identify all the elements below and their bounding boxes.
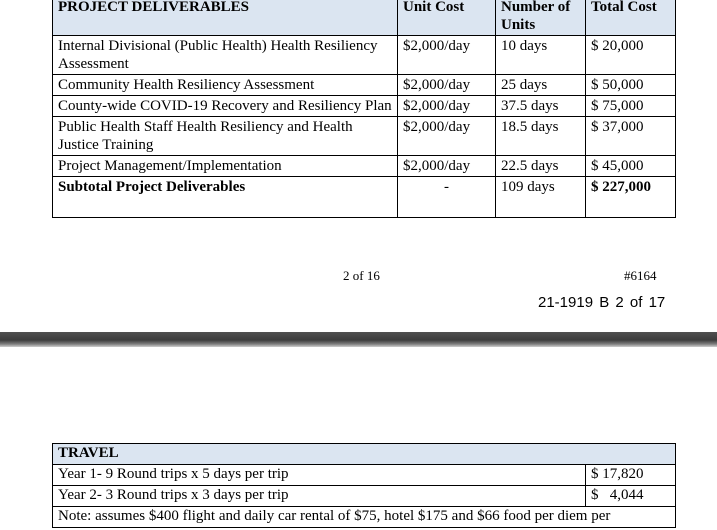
- header-total-cost: Total Cost: [586, 0, 676, 36]
- travel-item-amount: $ 4,044: [586, 486, 676, 507]
- total-cost: $ 50,000: [586, 75, 676, 96]
- total-cost: $ 37,000: [586, 117, 676, 156]
- number-of-units: 22.5 days: [496, 156, 586, 177]
- header-number-of-units: Number of Units: [496, 0, 586, 36]
- table-row: [53, 486, 676, 507]
- deliverables-table: [52, 0, 676, 218]
- table-row: [53, 36, 676, 75]
- deliverable-name: Community Health Resiliency Assessment: [53, 75, 398, 96]
- table-row: [53, 75, 676, 96]
- unit-cost: $2,000/day: [398, 75, 496, 96]
- total-cost: $ 75,000: [586, 96, 676, 117]
- unit-cost: $2,000/day: [398, 156, 496, 177]
- travel-note-row: [53, 507, 676, 528]
- travel-header-row: [53, 444, 676, 465]
- table-row: [53, 117, 676, 156]
- travel-item-label: Year 1- 9 Round trips x 5 days per trip: [53, 465, 586, 486]
- number-of-units: 10 days: [496, 36, 586, 75]
- header-unit-cost: Unit Cost: [398, 0, 496, 36]
- total-cost: $ 20,000: [586, 36, 676, 75]
- table-row: [53, 96, 676, 117]
- unit-cost: $2,000/day: [398, 36, 496, 75]
- table-row: [53, 156, 676, 177]
- page-number: 2 of 16: [343, 268, 380, 283]
- header-project-deliverables: PROJECT DELIVERABLES: [53, 0, 398, 36]
- document-page-2: [0, 347, 717, 530]
- deliverable-name: Project Management/Implementation: [53, 156, 398, 177]
- total-cost: $ 45,000: [586, 156, 676, 177]
- travel-note: Note: assumes $400 flight and daily car rental of $75, hotel $175 and $66 food per diem per: [53, 507, 676, 528]
- deliverable-name: Public Health Staff Health Resiliency and Health Justice Training: [53, 117, 398, 156]
- travel-item-amount: $ 17,820: [586, 465, 676, 486]
- deliverable-name: Internal Divisional (Public Health) Health Resiliency Assessment: [53, 36, 398, 75]
- agenda-stamp: 21-1919 B 2 of 17: [538, 294, 666, 311]
- travel-header: TRAVEL: [53, 444, 676, 465]
- subtotal-label: Subtotal Project Deliverables: [53, 177, 398, 218]
- travel-item-label: Year 2- 3 Round trips x 3 days per trip: [53, 486, 586, 507]
- table-row: [53, 465, 676, 486]
- deliverables-header-row: [53, 0, 676, 36]
- number-of-units: 37.5 days: [496, 96, 586, 117]
- document-id: #6164: [624, 268, 657, 283]
- unit-cost: $2,000/day: [398, 117, 496, 156]
- number-of-units: 25 days: [496, 75, 586, 96]
- page-separator: [0, 332, 717, 347]
- subtotal-unit-cost: -: [398, 177, 496, 218]
- deliverable-name: County-wide COVID-19 Recovery and Resiliency Plan: [53, 96, 398, 117]
- subtotal-units: 109 days: [496, 177, 586, 218]
- subtotal-total: $ 227,000: [586, 177, 676, 218]
- travel-table: [52, 443, 676, 528]
- unit-cost: $2,000/day: [398, 96, 496, 117]
- number-of-units: 18.5 days: [496, 117, 586, 156]
- subtotal-row: [53, 177, 676, 218]
